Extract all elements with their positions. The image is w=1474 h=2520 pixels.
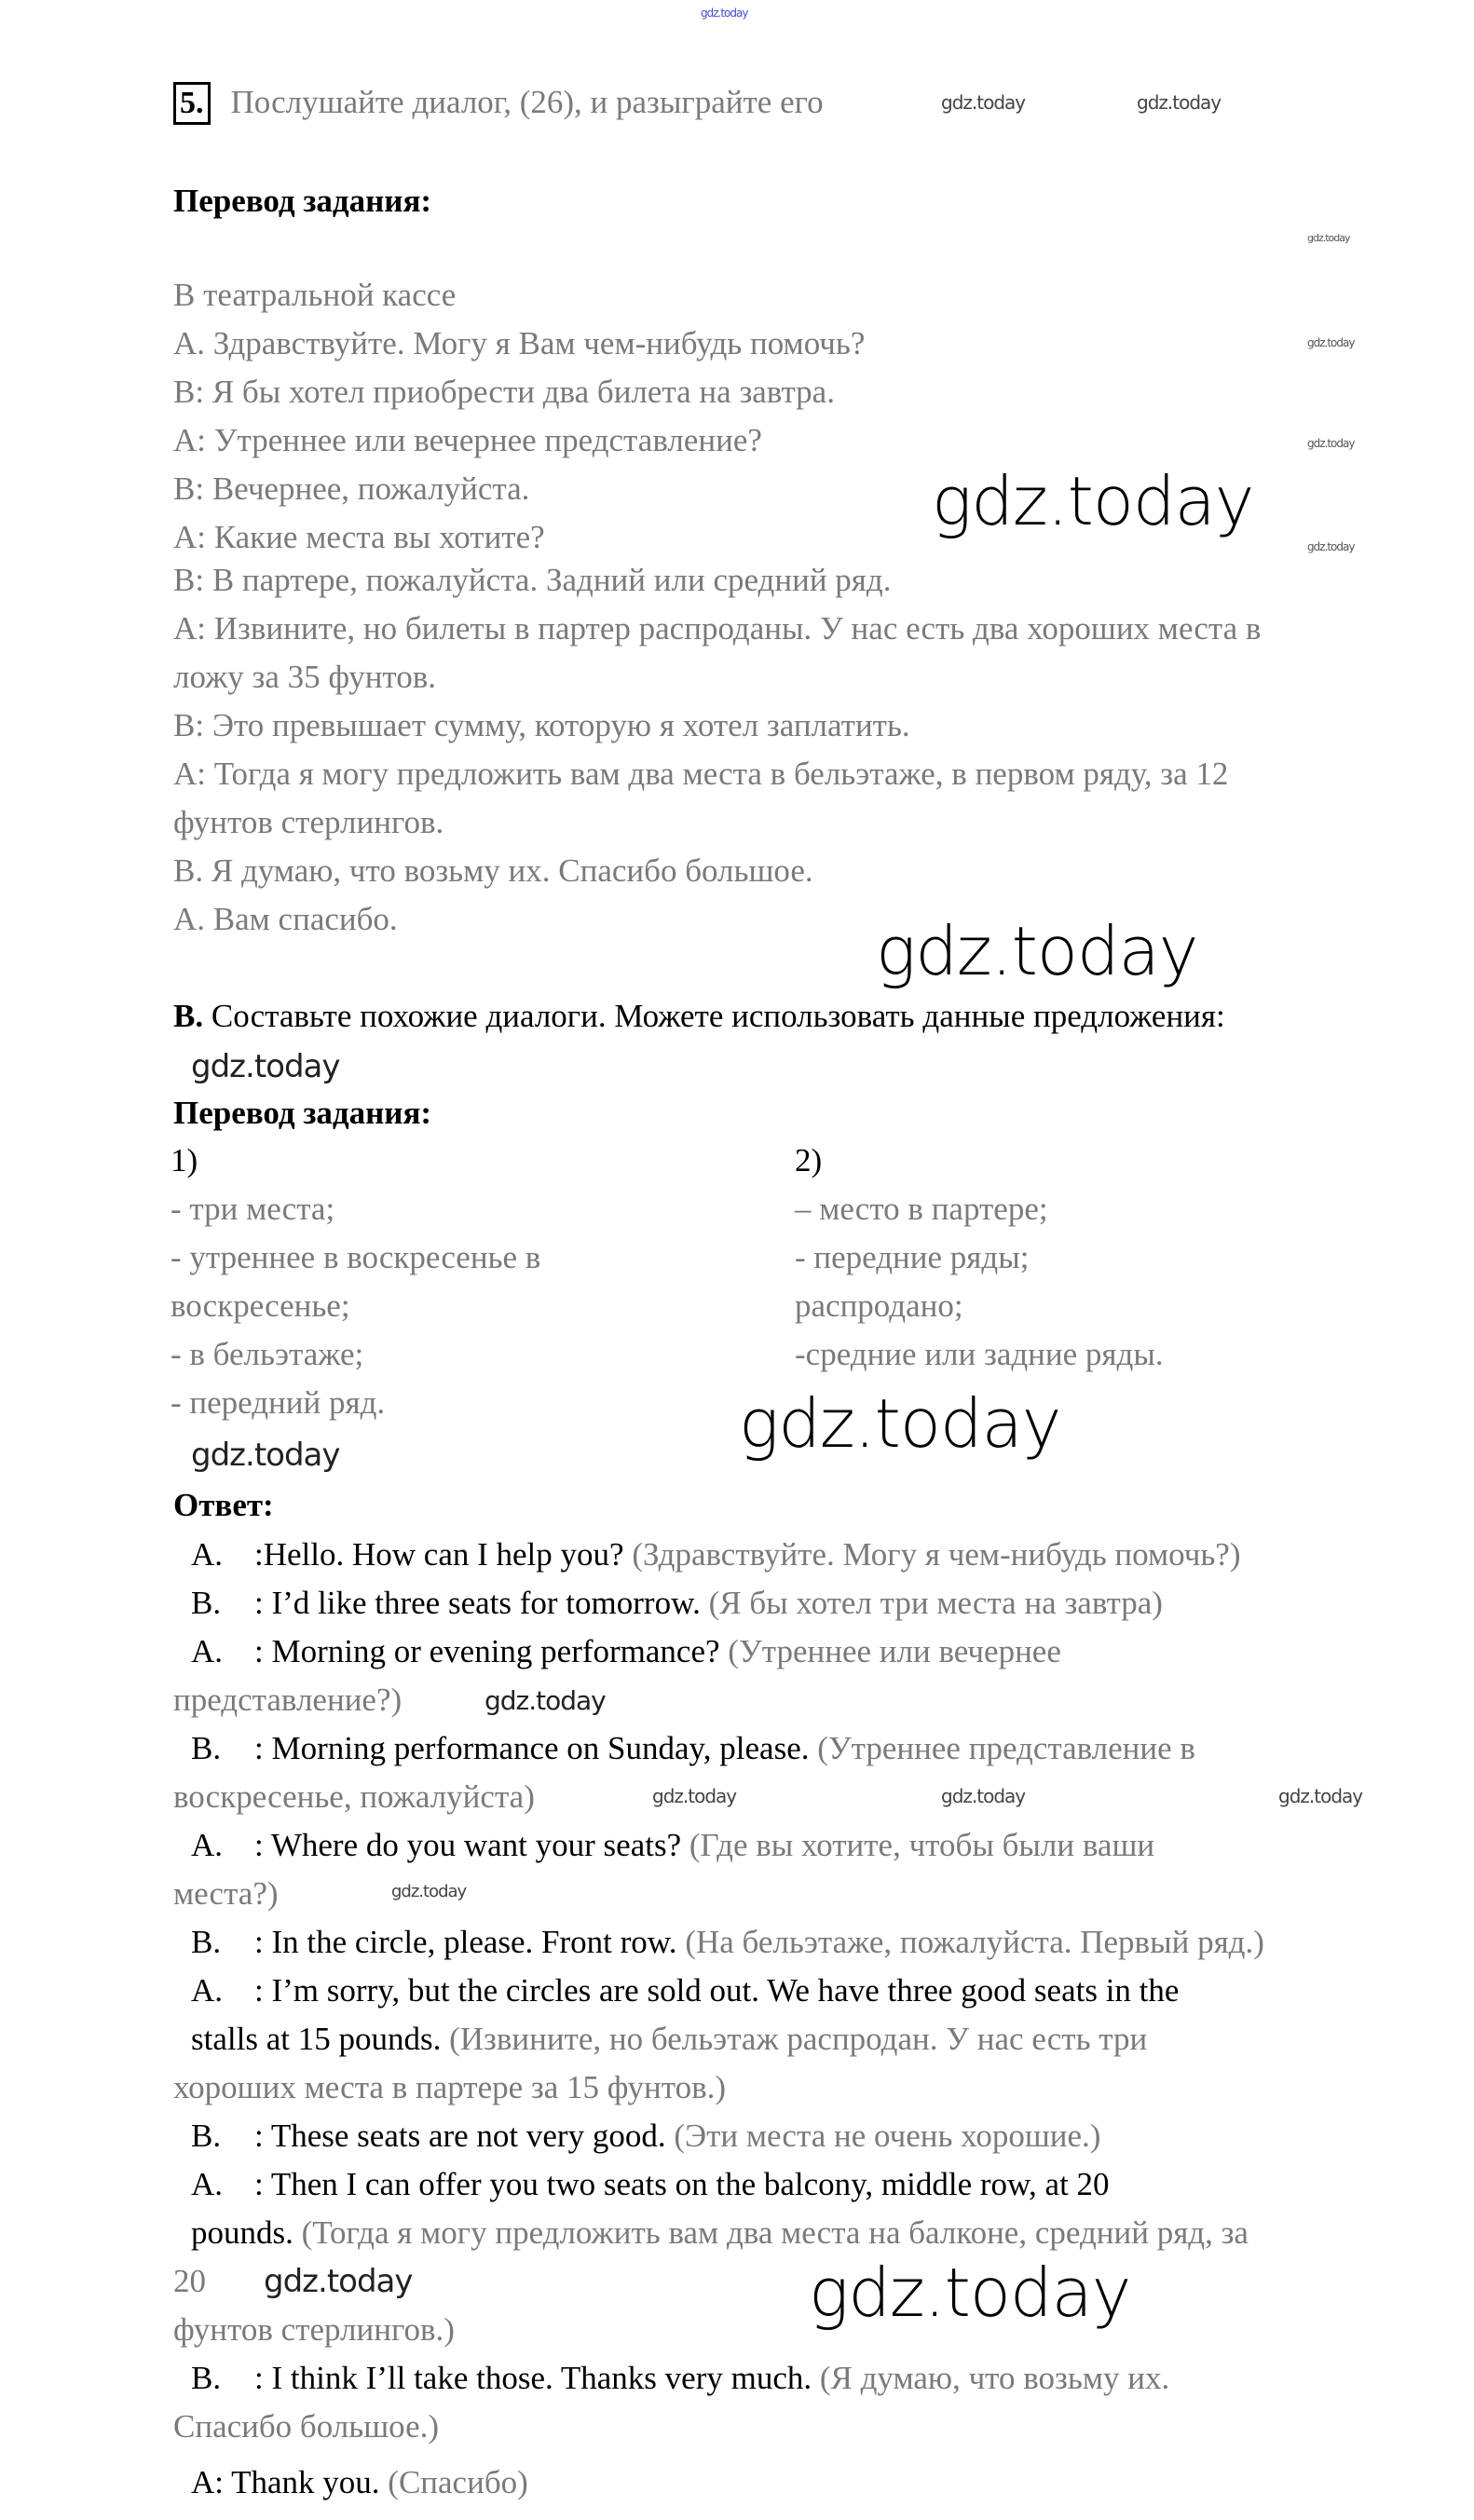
english-text: : Where do you want your seats?	[254, 1827, 682, 1863]
answer-line	[173, 1676, 1264, 1724]
answer-line	[173, 1918, 1264, 1967]
russian-translation: (Где вы хотите, чтобы были ваши	[681, 1827, 1155, 1863]
dialog-line: А. Вам спасибо.	[173, 901, 398, 937]
russian-translation: хороших места в партере за 15 фунтов.)	[173, 2069, 727, 2105]
dialog-line: В театральной кассе	[173, 277, 457, 313]
watermark: gdz.today	[391, 1882, 467, 1901]
option-item: - в бельэтаже;	[171, 1336, 364, 1372]
dialog-line: А: Тогда я могу предложить вам два места в бельэтаже, в первом ряду, за 12	[173, 756, 1229, 792]
answer-line	[173, 2160, 1264, 2209]
russian-translation: (Спасибо)	[379, 2464, 528, 2500]
answer-line	[173, 1967, 1264, 2015]
english-text: : Morning performance on Sunday, please.	[254, 1730, 810, 1766]
translation-heading: Перевод задания:	[173, 183, 432, 219]
dialog-line: А: Какие места вы хотите?	[173, 519, 545, 555]
answer-line	[173, 2112, 1264, 2160]
watermark: gdz.today	[1137, 91, 1222, 114]
watermark: gdz.today	[191, 1048, 340, 1085]
dialog-line: В. Я думаю, что возьму их. Спасибо большое.	[173, 852, 813, 889]
english-text: : Morning or evening performance?	[254, 1633, 720, 1669]
watermark: gdz.today	[1307, 336, 1355, 349]
watermark: gdz.today	[941, 91, 1026, 114]
watermark: gdz.today	[264, 2263, 413, 2300]
option-list-2	[795, 1137, 1164, 1379]
english-text: : Then I can offer you two seats on the balcony, middle row, at 20	[254, 2166, 1110, 2202]
watermark: gdz.today	[1307, 540, 1355, 553]
speaker-label: A.	[191, 1536, 224, 1573]
watermark: gdz.today	[485, 1685, 606, 1716]
dialog-translation	[173, 271, 1261, 944]
watermark-large: gdz.today	[932, 462, 1254, 540]
english-text: A: Thank you.	[191, 2464, 380, 2500]
russian-translation: (Здравствуйте. Могу я чем-нибудь помочь?)	[623, 1536, 1241, 1573]
option-item: воскресенье;	[171, 1287, 350, 1324]
dialog-line: А: Утреннее или вечернее представление?	[173, 422, 762, 458]
option-item: - утреннее в воскресенье в	[171, 1239, 541, 1275]
english-text: :Hello. How can I help you?	[254, 1536, 624, 1573]
russian-translation: (Извините, но бельэтаж распродан. У нас есть три	[441, 2021, 1148, 2057]
russian-translation: фунтов стерлингов.)	[173, 2311, 455, 2348]
watermark: gdz.today	[191, 1437, 340, 1474]
option-list-title: 2)	[795, 1142, 823, 1178]
russian-translation: (Эти места не очень хорошие.)	[665, 2118, 1101, 2154]
answer-line	[173, 1821, 1264, 1870]
speaker-label: A.	[191, 1827, 224, 1863]
answer-line	[173, 1579, 1264, 1628]
watermark: gdz.today	[652, 1785, 737, 1807]
answer-line	[173, 2209, 1264, 2257]
watermark-large: gdz.today	[809, 2254, 1131, 2332]
answer-heading: Ответ:	[173, 1487, 274, 1523]
watermark-large: gdz.today	[739, 1384, 1061, 1463]
answer-line	[173, 2257, 1264, 2306]
watermark-large: gdz.today	[876, 912, 1198, 990]
russian-translation: 20	[173, 2263, 206, 2299]
english-text: : I’m sorry, but the circles are sold out. We have three good seats in the	[254, 1972, 1180, 2009]
watermark-top: gdz.today	[701, 7, 748, 20]
task-instruction: Послушайте диалог, (26), и разыграйте его	[230, 84, 824, 120]
russian-translation: (На бельэтаже, пожалуйста. Первый ряд.)	[676, 1924, 1264, 1960]
speaker-label: A.	[191, 2166, 224, 2202]
dialog-line: В: Вечернее, пожалуйста.	[173, 470, 530, 507]
answer-line	[173, 1724, 1264, 1773]
dialog-line: В: В партере, пожалуйста. Задний или средний ряд.	[173, 562, 892, 598]
speaker-label: B.	[191, 1585, 222, 1621]
answer-line	[173, 2354, 1264, 2403]
task-number: 5.	[173, 82, 211, 125]
option-item: -средние или задние ряды.	[795, 1336, 1164, 1372]
part-b-instruction	[173, 992, 1225, 1041]
russian-translation: воскресенье, пожалуйста)	[173, 1778, 535, 1815]
part-b-text: Составьте похожие диалоги. Можете использовать данные предложения:	[211, 998, 1225, 1034]
russian-translation: места?)	[173, 1875, 279, 1912]
speaker-label: A.	[191, 1972, 224, 2009]
option-item: распродано;	[795, 1287, 963, 1324]
english-text: : I’d like three seats for tomorrow.	[254, 1585, 701, 1621]
speaker-label: B.	[191, 1730, 222, 1766]
part-b-label: B.	[173, 998, 204, 1034]
dialog-line: В: Я бы хотел приобрести два билета на завтра.	[173, 374, 835, 410]
option-list-title: 1)	[171, 1142, 198, 1178]
dialog-line: А: Извините, но билеты в партер распроданы. У нас есть два хороших места в	[173, 610, 1262, 647]
answer-line	[173, 2015, 1264, 2064]
option-list-1	[171, 1137, 540, 1427]
dialog-line: А. Здравствуйте. Могу я Вам чем-нибудь помочь?	[173, 325, 866, 361]
answer-line	[173, 2459, 1264, 2507]
watermark: gdz.today	[1278, 1785, 1363, 1807]
task-header	[173, 78, 824, 127]
english-text: : These seats are not very good.	[254, 2118, 666, 2154]
russian-translation: (Я думаю, что возьму их.	[812, 2360, 1170, 2396]
answer-line	[173, 1773, 1264, 1821]
watermark: gdz.today	[1307, 437, 1355, 450]
english-text: : I think I’ll take those. Thanks very much.	[254, 2360, 812, 2396]
part-b-translation-heading: Перевод задания:	[173, 1095, 432, 1131]
answer-dialog	[173, 1531, 1264, 2507]
answer-line	[173, 2306, 1264, 2354]
option-item: - передние ряды;	[795, 1239, 1030, 1275]
option-item: – место в партере;	[795, 1191, 1048, 1227]
answer-line	[173, 1628, 1264, 1676]
russian-translation: (Я бы хотел три места на завтра)	[700, 1585, 1163, 1621]
speaker-label: A.	[191, 1633, 224, 1669]
answer-line	[173, 1531, 1264, 1579]
russian-translation: (Утреннее или вечернее	[719, 1633, 1061, 1669]
english-text: pounds.	[191, 2214, 293, 2251]
speaker-label: B.	[191, 2118, 222, 2154]
option-item: - передний ряд.	[171, 1384, 386, 1421]
speaker-label: B.	[191, 1924, 222, 1960]
dialog-line: В: Это превышает сумму, которую я хотел заплатить.	[173, 707, 910, 743]
answer-line	[173, 1870, 1264, 1918]
watermark: gdz.today	[1307, 232, 1350, 244]
russian-translation: (Тогда я могу предложить вам два места на балконе, средний ряд, за	[293, 2214, 1249, 2251]
dialog-line: ложу за 35 фунтов.	[173, 659, 437, 695]
option-item: - три места;	[171, 1191, 335, 1227]
russian-translation: (Утреннее представление в	[809, 1730, 1195, 1766]
russian-translation: представление?)	[173, 1682, 403, 1718]
dialog-line: фунтов стерлингов.	[173, 804, 444, 840]
english-text: stalls at 15 pounds.	[191, 2021, 442, 2057]
english-text: : In the circle, please. Front row.	[254, 1924, 677, 1960]
answer-line	[173, 2064, 1264, 2112]
answer-line	[173, 2403, 1264, 2451]
speaker-label: B.	[191, 2360, 222, 2396]
russian-translation: Спасибо большое.)	[173, 2408, 440, 2445]
watermark: gdz.today	[941, 1785, 1026, 1807]
